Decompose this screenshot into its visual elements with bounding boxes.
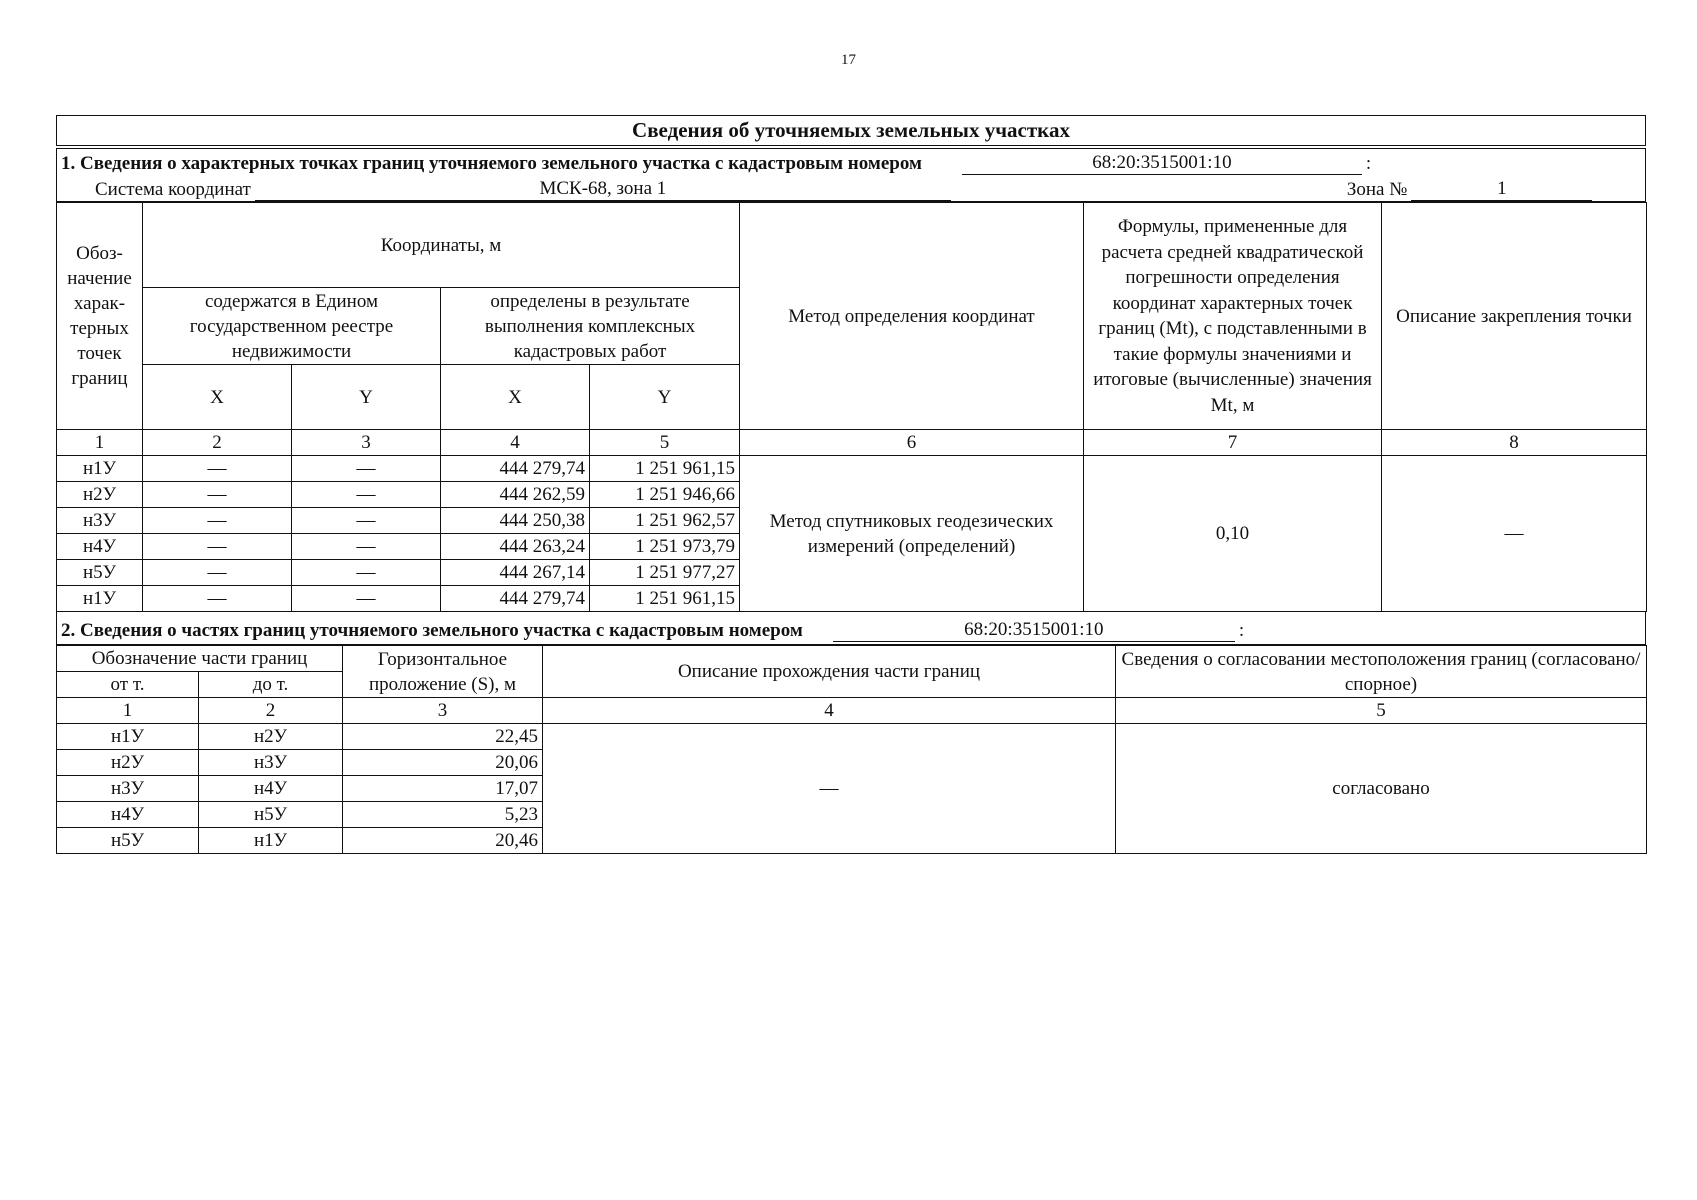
col-number: 3 — [292, 430, 441, 456]
from-point: н2У — [57, 750, 199, 776]
from-point: н3У — [57, 776, 199, 802]
to-point: н4У — [199, 776, 343, 802]
horizontal-value: 5,23 — [343, 802, 543, 828]
zone-label: Зона № — [1346, 179, 1408, 200]
section1-heading: 1. Сведения о характерных точках границ уточняемого земельного участка с кадастровым номером — [61, 153, 922, 174]
header-y: Y — [590, 365, 740, 430]
parts-table — [56, 645, 1647, 854]
point-name: н5У — [57, 560, 143, 586]
points-table — [56, 202, 1647, 612]
header-fixing: Описание закрепления точки — [1382, 203, 1647, 430]
horizontal-value: 22,45 — [343, 724, 543, 750]
y-egrn: — — [292, 534, 441, 560]
col-number: 2 — [199, 698, 343, 724]
point-name: н2У — [57, 482, 143, 508]
x-egrn: — — [143, 534, 292, 560]
y-value: 1 251 977,27 — [590, 560, 740, 586]
header-x-egrn: X — [143, 365, 292, 430]
x-value: 444 279,74 — [441, 456, 590, 482]
to-point: н1У — [199, 828, 343, 854]
header-formulas: Формулы, примененные для расчета средней квадратической погрешности определения координат характерных точек границ (Mt), с подставленными в такие формулы значениями и итоговые (вычисленные) значения Mt, м — [1084, 203, 1382, 430]
header-description: Описание прохождения части границ — [543, 646, 1116, 698]
mt-value: 0,10 — [1084, 456, 1382, 612]
from-point: н4У — [57, 802, 199, 828]
zone-value: 1 — [1411, 178, 1592, 201]
method-value: Метод спутниковых геодезических измерений (определений) — [740, 456, 1084, 612]
header-egrn: содержатся в Едином государственном реестре недвижимости — [143, 288, 441, 365]
col-number: 4 — [543, 698, 1116, 724]
header-from: от т. — [57, 672, 199, 698]
from-point: н5У — [57, 828, 199, 854]
header-point-designation: Обоз-начение харак-терных точек границ — [57, 203, 143, 430]
header-y-egrn: Y — [292, 365, 441, 430]
y-egrn: — — [292, 456, 441, 482]
section1-header — [56, 149, 1646, 202]
x-egrn: — — [143, 586, 292, 612]
to-point: н3У — [199, 750, 343, 776]
y-egrn: — — [292, 560, 441, 586]
x-value: 444 263,24 — [441, 534, 590, 560]
x-egrn: — — [143, 508, 292, 534]
point-name: н4У — [57, 534, 143, 560]
x-value: 444 250,38 — [441, 508, 590, 534]
col-number: 7 — [1084, 430, 1382, 456]
y-value: 1 251 946,66 — [590, 482, 740, 508]
document-form — [56, 115, 1646, 854]
col-number: 4 — [441, 430, 590, 456]
x-value: 444 267,14 — [441, 560, 590, 586]
coord-system-value: МСК-68, зона 1 — [255, 178, 951, 201]
horizontal-value: 17,07 — [343, 776, 543, 802]
x-egrn: — — [143, 456, 292, 482]
section2-cadastral-number: 68:20:3515001:10 — [833, 619, 1235, 642]
header-coordinates: Координаты, м — [143, 203, 740, 288]
y-value: 1 251 962,57 — [590, 508, 740, 534]
header-to: до т. — [199, 672, 343, 698]
header-complex-works: определены в результате выполнения комплексных кадастровых работ — [441, 288, 740, 365]
colon: : — [1238, 620, 1245, 641]
horizontal-value: 20,46 — [343, 828, 543, 854]
col-number: 5 — [590, 430, 740, 456]
x-value: 444 262,59 — [441, 482, 590, 508]
header-x: X — [441, 365, 590, 430]
document-title: Сведения об уточняемых земельных участках — [57, 116, 1646, 148]
y-value: 1 251 961,15 — [590, 586, 740, 612]
x-egrn: — — [143, 560, 292, 586]
to-point: н5У — [199, 802, 343, 828]
col-number: 2 — [143, 430, 292, 456]
from-point: н1У — [57, 724, 199, 750]
col-number: 1 — [57, 698, 199, 724]
point-name: н1У — [57, 586, 143, 612]
horizontal-value: 20,06 — [343, 750, 543, 776]
fixing-value: — — [1382, 456, 1647, 612]
to-point: н2У — [199, 724, 343, 750]
header-method: Метод определения координат — [740, 203, 1084, 430]
col-number: 6 — [740, 430, 1084, 456]
table-row — [57, 724, 1647, 750]
col-number: 3 — [343, 698, 543, 724]
x-egrn: — — [143, 482, 292, 508]
section2-header — [56, 612, 1646, 645]
point-name: н1У — [57, 456, 143, 482]
section1-cadastral-number: 68:20:3515001:10 — [962, 152, 1362, 175]
table-row — [57, 456, 1647, 482]
x-value: 444 279,74 — [441, 586, 590, 612]
header-agreement: Сведения о согласовании местоположения границ (согласовано/спорное) — [1116, 646, 1647, 698]
coord-system-label: Система координат — [95, 179, 251, 200]
page-number: 17 — [841, 52, 856, 68]
col-number: 1 — [57, 430, 143, 456]
y-egrn: — — [292, 482, 441, 508]
col-number: 5 — [1116, 698, 1647, 724]
col-number: 8 — [1382, 430, 1647, 456]
y-value: 1 251 973,79 — [590, 534, 740, 560]
y-value: 1 251 961,15 — [590, 456, 740, 482]
y-egrn: — — [292, 586, 441, 612]
title-table — [56, 115, 1646, 149]
description-value: — — [543, 724, 1116, 854]
y-egrn: — — [292, 508, 441, 534]
section2-heading: 2. Сведения о частях границ уточняемого земельного участка с кадастровым номером — [61, 620, 803, 641]
header-horizontal: Горизонтальное проложение (S), м — [343, 646, 543, 698]
header-part-designation: Обозначение части границ — [57, 646, 343, 672]
agreement-value: согласовано — [1116, 724, 1647, 854]
point-name: н3У — [57, 508, 143, 534]
colon: : — [1365, 153, 1372, 174]
